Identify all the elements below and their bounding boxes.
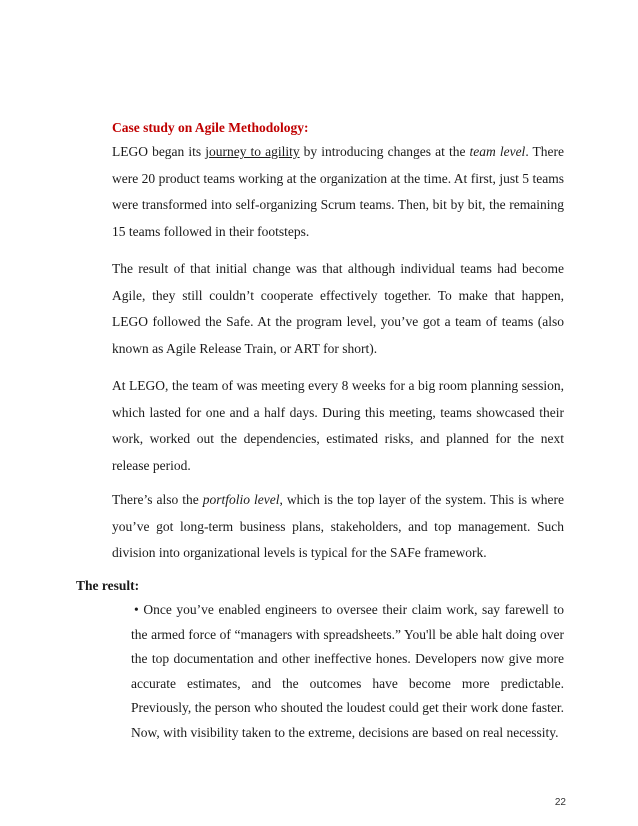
result-heading: The result: bbox=[76, 578, 140, 593]
result-bullet-item bbox=[131, 598, 564, 745]
portfolio-level-emphasis: portfolio level bbox=[202, 492, 280, 507]
journey-to-agility-link[interactable]: journey to agility bbox=[205, 144, 300, 159]
p1-text-pre: LEGO began its bbox=[112, 144, 206, 159]
paragraph-initial-change: The result of that initial change was that although individual teams had become Agile, they still couldn’t cooperate effectively together. To make that happen, LEGO followed the Safe. At the program level, you’ve got a team of teams (also known as Agile Release Train, or ART for short). bbox=[112, 261, 564, 356]
paragraph-lego-journey bbox=[112, 139, 564, 245]
p4-text-pre: There’s also the bbox=[112, 492, 203, 507]
p1-text-mid: by introducing changes at the bbox=[299, 144, 470, 159]
bullet-icon: • bbox=[134, 602, 139, 617]
paragraph-portfolio-level bbox=[112, 487, 564, 567]
page-number: 22 bbox=[554, 797, 566, 808]
case-study-heading: Case study on Agile Methodology: bbox=[112, 120, 309, 135]
paragraph-big-room-planning: At LEGO, the team of was meeting every 8 weeks for a big room planning session, which lasted for one and a half days. During this meeting, teams showcased their work, worked out the dependencies, estimated risks, and planned for the next release period. bbox=[112, 378, 564, 473]
p4-text-post: , which is the top layer of the system. This is where you’ve got long-term business plans, stakeholders, and top management. Such division into organizational levels is typical for the SAFe framework. bbox=[112, 492, 565, 560]
team-level-emphasis: team level bbox=[469, 144, 526, 159]
p1-text-post: . There were 20 product teams working at the organization at the time. At first, just 5 teams were transformed into self-organizing Scrum teams. Then, bit by bit, the remaining 15 teams followed in their footsteps. bbox=[112, 144, 564, 239]
bullet-text: Once you’ve enabled engineers to oversee their claim work, say farewell to the armed force of “managers with spreadsheets.” You'll be able halt doing over the top documentation and other ineffective hones. Developers now give more accurate estimates, and the outcomes have become more predictable. Previously, the person who shouted the loudest could get their work done faster. Now, with visibility taken to the extreme, decisions are based on real necessity. bbox=[131, 602, 564, 740]
